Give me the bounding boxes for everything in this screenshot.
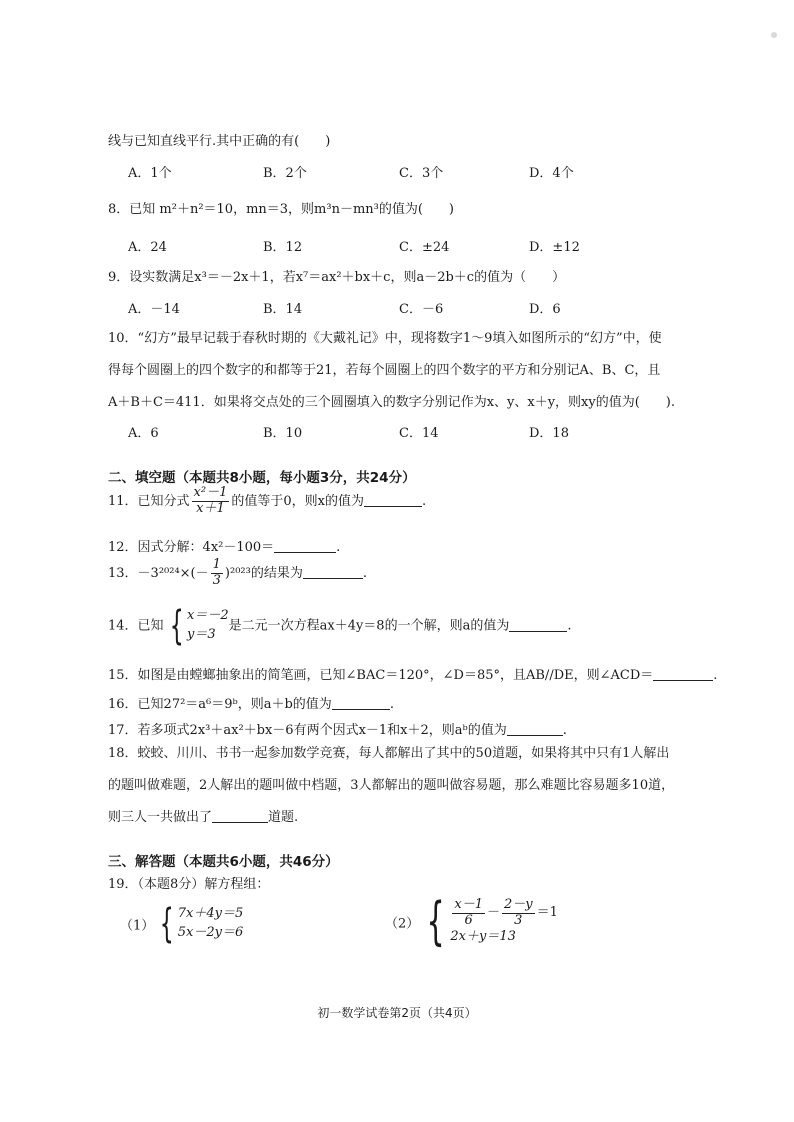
corner-mark (771, 32, 777, 38)
page-footer: 初一数学试卷第2页（共4页） (317, 1006, 477, 1020)
q13-fraction: $\frac{1}{3}$ (212, 557, 221, 588)
q7-option-a: A．1个 (128, 166, 172, 181)
q7-option-c: C．3个 (399, 166, 444, 181)
q10-line2: 得每个圆圈上的四个数字的和都等于21，若每个圆圈上的四个数字的平方和分别记A、B、C，且 (108, 363, 661, 378)
q17: 17．若多项式2x³＋ax²＋bx－6有两个因式x－1和x＋2，则aᵇ的值为 . (108, 723, 567, 738)
q8-option-b: B．12 (263, 240, 303, 255)
q16: 16．已知27²＝a⁶＝9ᵇ，则a＋b的值为 . (108, 697, 394, 712)
q8-option-a: A．24 (128, 240, 167, 255)
q17-answer-blank (507, 721, 563, 736)
q10-option-b: B．10 (263, 426, 303, 441)
q8-text: 8．已知 m²＋n²＝10，mn＝3，则m³n－mn³的值为( ) (108, 202, 455, 217)
q9-option-a: A．－14 (128, 302, 180, 317)
q8-option-c: C．±24 (399, 240, 450, 255)
q11-answer-blank (364, 492, 422, 507)
q7-option-b: B．2个 (263, 166, 307, 181)
q18-line3: 则三人一共做出了 道题. (108, 810, 299, 825)
q19-part2: （2） { $\frac{x-1}{6}$ － $\frac{2-y}{3}$ ＝1 2x＋y＝13 (385, 892, 558, 952)
q7-option-d: D．4个 (529, 166, 574, 181)
q15-answer-blank (653, 666, 713, 681)
section-solve-title: 三、解答题（本题共6小题，共46分） (108, 854, 339, 870)
q14-equation-system: { x＝－2 y＝3 (169, 603, 229, 649)
q14: 14．已知 { x＝－2 y＝3 是二元一次方程ax＋4y＝8的一个解，则a的值为 . (108, 603, 572, 649)
q18-answer-blank (212, 808, 268, 823)
q19-part1: （1） { 7x＋4y＝5 5x－2y＝6 (120, 901, 244, 947)
q18-line2: 的题叫做难题，2人解出的题叫做中档题，3人都解出的题叫做容易题，那么难题比容易题多10道， (108, 778, 675, 793)
q18-line1: 18．蛟蛟、川川、书书一起参加数学竞赛，每人都解出了其中的50道题，如果将其中只有1人解出 (108, 746, 670, 761)
q16-answer-blank (332, 695, 390, 710)
q19-part1-system: { 7x＋4y＝5 5x－2y＝6 (160, 901, 244, 947)
q10-option-c: C．14 (399, 426, 439, 441)
q9-text: 9．设实数满足x³＝－2x＋1，若x⁷＝ax²＋bx＋c，则a－2b＋c的值为（ ） (108, 270, 566, 285)
q8-option-d: D．±12 (529, 240, 580, 255)
q9-option-c: C．－6 (399, 302, 444, 317)
q13-answer-blank (303, 564, 363, 579)
q11: 11．已知分式 $\frac{\text{x²－1}}{x+1}$ 的值等于0，则x的值为 . (108, 485, 427, 516)
q10-line3: A＋B＋C＝411．如果将交点处的三个圆圈填入的数字分别记作为x、y、x＋y，则xy的值为( ). (108, 395, 676, 410)
section-fill-in-title: 二、填空题（本题共8小题，每小题3分，共24分） (108, 470, 416, 486)
q9-option-b: B．14 (263, 302, 303, 317)
q19-part2-system: { $\frac{x-1}{6}$ － $\frac{2-y}{3}$ ＝1 2x＋y＝13 (426, 892, 558, 952)
q7-tail: 线与已知直线平行.其中正确的有( ) (108, 134, 331, 149)
q12-answer-blank (274, 538, 336, 553)
q9-option-d: D．6 (529, 302, 561, 317)
q10-line1: 10．“幻方”最早记载于春秋时期的《大戴礼记》中，现将数字1～9填入如图所示的“幻方”中，使 (108, 331, 662, 346)
q15: 15．如图是由螳螂抽象出的简笔画，已知∠BAC＝120°，∠D＝85°，且AB//DE，则∠ACD＝ . (108, 668, 718, 683)
q10-option-a: A．6 (128, 426, 159, 441)
q11-fraction: $\frac{\text{x²－1}}{x+1}$ (193, 485, 228, 516)
q19-text: 19．（本题8分）解方程组： (108, 877, 270, 892)
q10-option-d: D．18 (529, 426, 569, 441)
q14-answer-blank (509, 617, 567, 632)
q13: 13．－3²⁰²⁴×(－ $\frac{1}{3}$ )²⁰²³的结果为 . (108, 557, 367, 588)
q12: 12．因式分解：4x²－100＝ . (108, 540, 341, 555)
